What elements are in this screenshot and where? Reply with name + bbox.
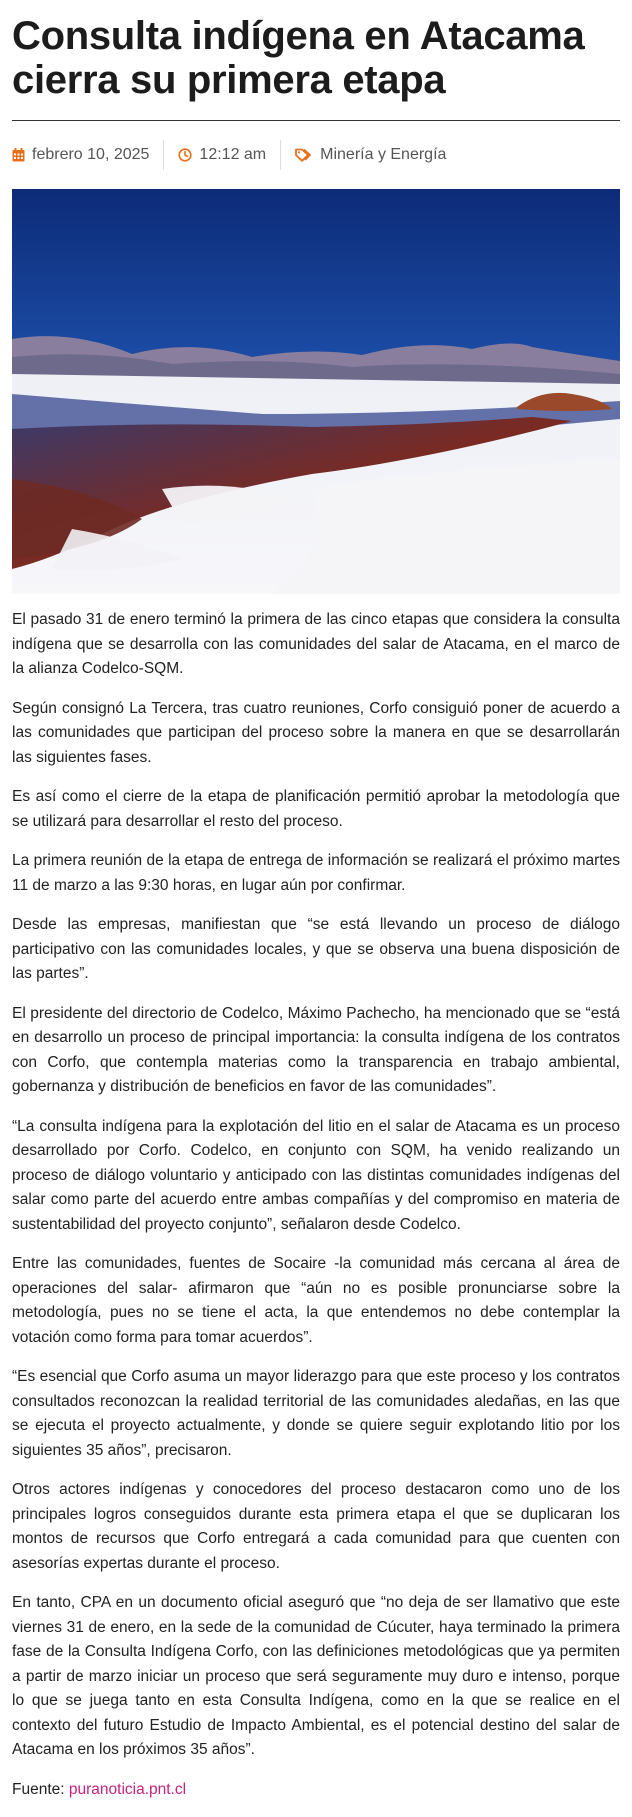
source-link[interactable]: puranoticia.pnt.cl (68, 1780, 187, 1798)
meta-divider (280, 140, 281, 170)
article-title: Consulta indígena en Atacama cierra su primera etapa (12, 14, 585, 102)
body-paragraph: Según consignó La Tercera, tras cuatro reuniones, Corfo consiguió poner de acuerdo a las comunidades que participan del proceso sobre la manera en que se desarrollarán las siguientes fases. (12, 699, 620, 766)
article-body (12, 608, 620, 1802)
body-paragraph: El pasado 31 de enero terminó la primera de las cinco etapas que considera la consulta indígena que se desarrolla con las comunidades del salar de Atacama, en el marco de la alianza Codelco-SQM. (12, 611, 620, 677)
body-paragraph: Entre las comunidades, fuentes de Socaire -la comunidad más cercana al área de operaciones del salar- afirmaron que “aún no es posible pronunciarse sobre la metodología, pues no se tiene el acta, la que entendemos no debe contemplar la votación como forma para tomar acuerdos”. (12, 1255, 620, 1346)
meta-category[interactable] (295, 146, 446, 164)
meta-divider (163, 140, 164, 170)
meta-time-text: 12:12 am (199, 146, 267, 163)
body-paragraph: Otros actores indígenas y conocedores del proceso destacaron como uno de los principales logros conseguidos durante esta primera etapa el que se duplicaran los montos de recursos que Corfo entregará a cada comunidad para que cuenten con asesorías expertas durante el proceso. (12, 1481, 620, 1572)
title-divider (12, 120, 620, 121)
clock-icon (178, 148, 192, 162)
article-meta (12, 139, 620, 171)
source-line (12, 1778, 620, 1803)
calendar-icon (12, 148, 25, 162)
body-paragraph: La primera reunión de la etapa de entrega de información se realizará el próximo martes 11 de marzo a las 9:30 horas, en lugar aún por confirmar. (12, 852, 620, 894)
meta-date (12, 146, 149, 164)
body-paragraph: “Es esencial que Corfo asuma un mayor liderazgo para que este proceso y los contratos consultados reconozcan la realidad territorial de las comunidades aledañas, en las que se ejecuta el proyecto actualmente, y donde se quiere seguir explotando litio por los siguientes 35 años”, precisaron. (12, 1368, 620, 1459)
tags-icon (295, 148, 313, 162)
body-paragraph: Desde las empresas, manifiestan que “se está llevando un proceso de diálogo participativo con las comunidades locales, y que se observa una buena disposición de las partes”. (12, 916, 620, 982)
body-paragraph: En tanto, CPA en un documento oficial aseguró que “no deja de ser llamativo que este viernes 31 de enero, en la sede de la comunidad de Cúcuter, haya terminado la primera fase de la Consulta Indígena Corfo, con las definiciones metodológicas que ya permiten a partir de marzo iniciar un proceso que será seguramente muy duro e intenso, porque lo que se juega tanto en esta Consulta Indígena, como en la que se realice en el contexto del futuro Estudio de Impacto Ambiental, es el potencial destino del salar de Atacama en los próximos 35 años”. (12, 1594, 620, 1758)
meta-category-link[interactable]: Minería y Energía (320, 146, 447, 163)
body-paragraph: Es así como el cierre de la etapa de planificación permitió aprobar la metodología que se utilizará para desarrollar el resto del proceso. (12, 788, 620, 830)
body-paragraph: “La consulta indígena para la explotación del litio en el salar de Atacama es un proceso desarrollado por Corfo. Codelco, en conjunto con SQM, ha venido realizando un proceso de diálogo voluntario y anticipado con las distintas comunidades indígenas del salar como parte del acuerdo entre ambas compañías y del compromiso en materia de sustentabilidad del proyecto conjunto”, señalaron desde Codelco. (12, 1117, 620, 1233)
meta-date-text: febrero 10, 2025 (32, 146, 150, 163)
meta-time (178, 146, 266, 164)
source-label: Fuente: (12, 1780, 65, 1798)
body-paragraph: El presidente del directorio de Codelco, Máximo Pachecho, ha mencionado que se “está en desarrollo un proceso de principal importancia: la consulta indígena de los contratos con Corfo, que contempla materias como la transparencia en trabajo ambiental, gobernanza y distribución de beneficios en favor de las comunidades”. (12, 1004, 620, 1095)
hero-image (12, 189, 620, 594)
